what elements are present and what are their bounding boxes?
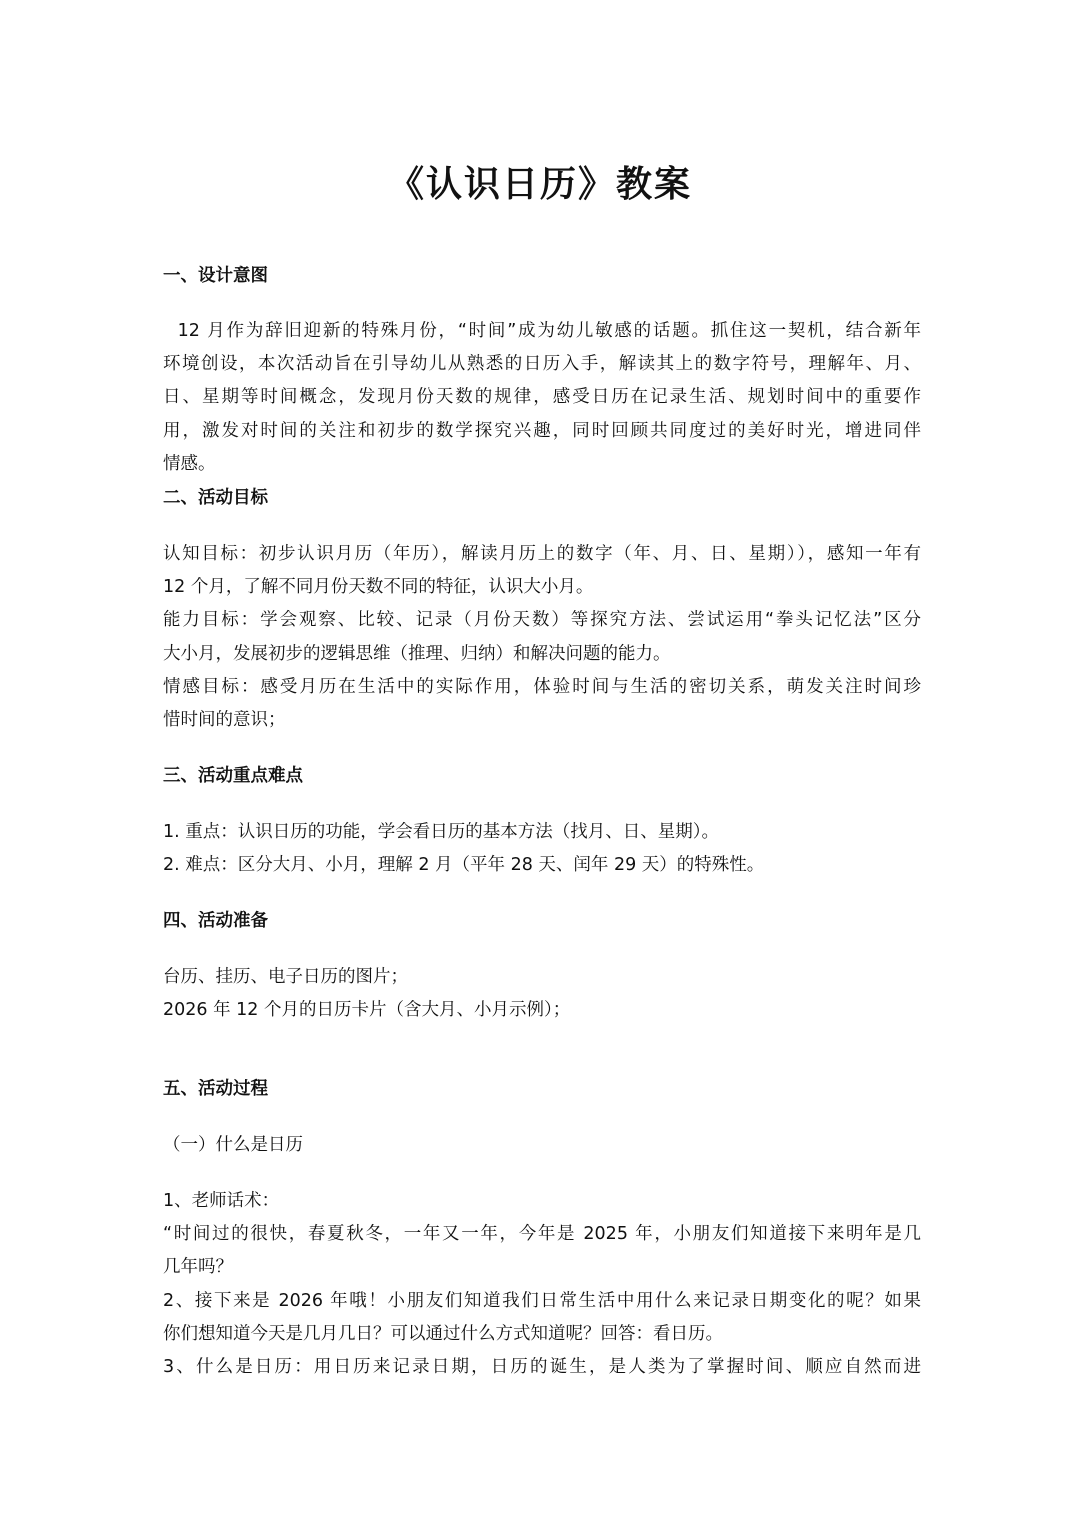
paragraph-line: 1. 重点：认识日历的功能，学会看日历的基本方法（找月、日、星期）。 — [163, 822, 720, 842]
paragraph-line: 大小月，发展初步的逻辑思维（推理、归纳）和解决问题的能力。 — [163, 644, 671, 664]
paragraph-line: 1、老师话术： — [163, 1191, 280, 1211]
section-heading-preparation: 四、活动准备 — [163, 911, 268, 931]
paragraph-line: 3、什么是日历：用日历来记录日期，日历的诞生，是人类为了掌握时间、顺应自然而进 — [163, 1357, 921, 1377]
paragraph-line: 12 月作为辞旧迎新的特殊月份，“时间”成为幼儿敏感的话题。抓住这一契机，结合新年 — [163, 321, 921, 341]
paragraph-line: 日、星期等时间概念，发现月份天数的规律，感受日历在记录生活、规划时间中的重要作 — [163, 387, 921, 407]
subsection-heading: （一）什么是日历 — [163, 1135, 303, 1155]
section-heading-activity-goals: 二、活动目标 — [163, 488, 268, 508]
section-heading-design-intent: 一、设计意图 — [163, 266, 268, 286]
paragraph-line: 认知目标：初步认识月历（年历），解读月历上的数字（年、月、日、星期）），感知一年有 — [163, 544, 921, 564]
paragraph-line: 12 个月，了解不同月份天数不同的特征，认识大小月。 — [163, 577, 594, 597]
section-heading-process: 五、活动过程 — [163, 1079, 268, 1099]
section-heading-key-points: 三、活动重点难点 — [163, 766, 303, 786]
paragraph-line: 环境创设，本次活动旨在引导幼儿从熟悉的日历入手，解读其上的数字符号，理解年、月、 — [163, 354, 921, 374]
paragraph-line: 惜时间的意识； — [163, 710, 286, 730]
paragraph-line: 几年吗？ — [163, 1257, 233, 1277]
document-title: 《认识日历》教案 — [387, 164, 692, 205]
paragraph-line: “时间过的很快，春夏秋冬，一年又一年，今年是 2025 年，小朋友们知道接下来明年是几 — [163, 1224, 921, 1244]
paragraph-line: 情感目标：感受月历在生活中的实际作用，体验时间与生活的密切关系，萌发关注时间珍 — [163, 677, 921, 697]
paragraph-line: 情感。 — [163, 454, 216, 474]
paragraph-line: 你们想知道今天是几月几日？可以通过什么方式知道呢？回答：看日历。 — [163, 1324, 723, 1344]
paragraph-line: 能力目标：学会观察、比较、记录（月份天数）等探究方法、尝试运用“拳头记忆法”区分 — [163, 610, 921, 630]
paragraph-line: 台历、挂历、电子日历的图片； — [163, 967, 408, 987]
paragraph-line: 2、接下来是 2026 年哦！小朋友们知道我们日常生活中用什么来记录日期变化的呢？如果 — [163, 1291, 921, 1311]
paragraph-line: 2026 年 12 个月的日历卡片（含大月、小月示例）； — [163, 1000, 571, 1020]
paragraph-line: 用，激发对时间的关注和初步的数学探究兴趣，同时回顾共同度过的美好时光，增进同伴 — [163, 421, 921, 441]
paragraph-line: 2. 难点：区分大月、小月，理解 2 月（平年 28 天、闰年 29 天）的特殊性。 — [163, 855, 765, 875]
